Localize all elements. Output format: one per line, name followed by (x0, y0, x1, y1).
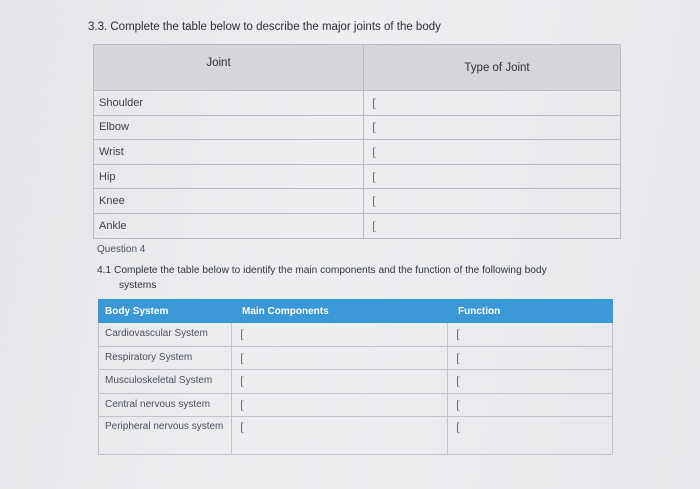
header-main-components: Main Components (232, 300, 448, 323)
answer-bracket: [ (372, 144, 377, 159)
answer-bracket: [ (240, 350, 245, 365)
answer-bracket: [ (456, 350, 461, 365)
table-row (94, 164, 621, 189)
body-system-name: Respiratory System (99, 346, 232, 370)
answer-bracket: [ (240, 397, 245, 412)
answer-bracket: [ (240, 374, 245, 389)
answer-bracket: [ (456, 397, 461, 412)
function-input[interactable] (448, 417, 613, 455)
joint-type-input[interactable] (364, 140, 621, 165)
main-components-input[interactable] (232, 346, 448, 370)
header-body-system: Body System (99, 300, 232, 323)
answer-bracket: [ (456, 420, 461, 434)
joint-type-input[interactable] (364, 213, 621, 238)
body-systems-table (98, 299, 613, 455)
joints-table-header (94, 45, 621, 91)
joint-type-input[interactable] (364, 115, 621, 140)
joint-type-input[interactable] (364, 189, 621, 214)
header-joint: Joint (94, 45, 364, 91)
joint-name: Ankle (94, 213, 364, 238)
function-input[interactable] (448, 346, 613, 370)
answer-bracket: [ (372, 120, 377, 135)
table-row (99, 323, 613, 347)
instruction-line-1: 4.1 Complete the table below to identify the main components and the function of the following body (97, 265, 547, 276)
answer-bracket: [ (456, 327, 461, 342)
joint-name: Shoulder (94, 91, 364, 116)
joint-type-input[interactable] (364, 91, 621, 116)
function-input[interactable] (448, 370, 613, 394)
table-row (94, 115, 621, 140)
table-row (99, 417, 613, 455)
answer-bracket: [ (372, 218, 377, 233)
body-system-name: Cardiovascular System (99, 323, 232, 347)
main-components-input[interactable] (232, 417, 448, 455)
body-system-name: Central nervous system (99, 393, 232, 417)
table-row (94, 189, 621, 214)
function-input[interactable] (448, 323, 613, 347)
joint-name: Hip (94, 164, 364, 189)
table-row (94, 140, 621, 165)
header-type-of-joint: Type of Joint (364, 45, 621, 91)
answer-bracket: [ (240, 420, 245, 434)
main-components-input[interactable] (232, 323, 448, 347)
table-row (94, 213, 621, 238)
joint-name: Knee (94, 189, 364, 214)
main-components-input[interactable] (232, 370, 448, 394)
header-function: Function (448, 300, 613, 323)
body-system-name: Peripheral nervous system (99, 417, 232, 455)
joint-name: Wrist (94, 140, 364, 165)
answer-bracket: [ (372, 169, 377, 184)
table-row (99, 346, 613, 370)
body-system-name: Musculoskeletal System (99, 370, 232, 394)
joint-type-input[interactable] (364, 164, 621, 189)
answer-bracket: [ (456, 374, 461, 389)
joint-name: Elbow (94, 115, 364, 140)
table-row (99, 393, 613, 417)
answer-bracket: [ (240, 327, 245, 342)
instruction-line-2: systems (119, 280, 157, 291)
question-4-title: Question 4 (97, 244, 146, 255)
joints-table (93, 44, 621, 239)
table-row (99, 370, 613, 394)
table-row (94, 91, 621, 116)
answer-bracket: [ (372, 95, 377, 110)
body-systems-table-header (99, 300, 613, 323)
question-4-1-instruction (97, 263, 627, 293)
section-3-3-heading: 3.3. Complete the table below to describe the major joints of the body (88, 21, 441, 33)
function-input[interactable] (448, 393, 613, 417)
answer-bracket: [ (372, 194, 377, 209)
main-components-input[interactable] (232, 393, 448, 417)
